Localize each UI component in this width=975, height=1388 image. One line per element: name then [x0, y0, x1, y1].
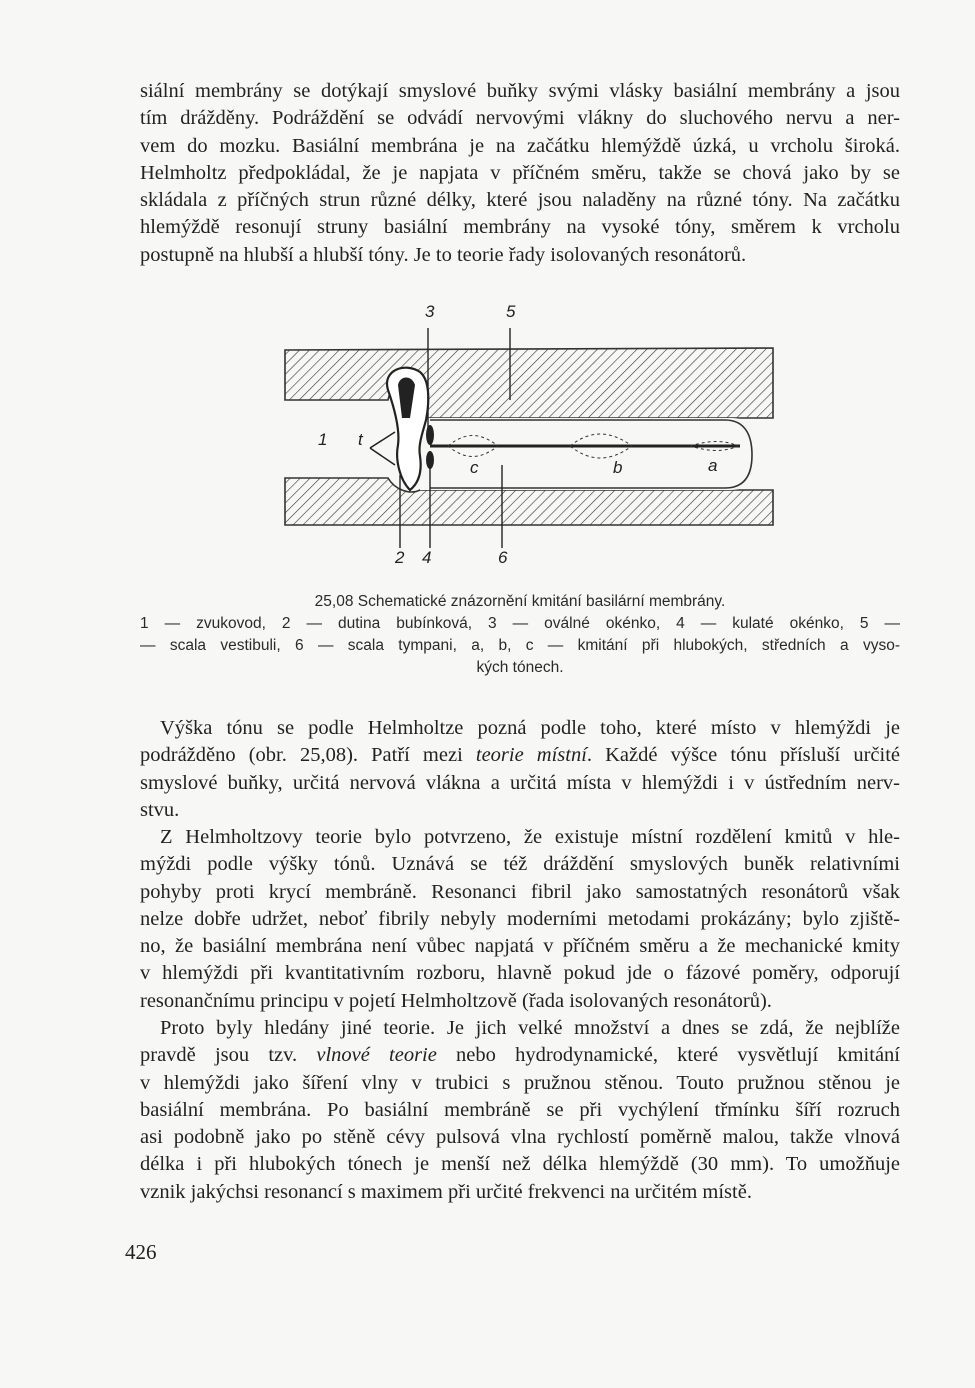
label-6: 6	[498, 548, 508, 567]
text-line: pravdě jsou tzv. vlnové teorie nebo hydrodynamické, které vysvětlují kmitání	[140, 1044, 900, 1067]
text-line: v hlemýždi jako šíření vlny v trubici s pružnou stěnou. Touto pružnou stěnou je	[140, 1071, 900, 1094]
top-paragraph	[140, 78, 900, 269]
text-line: resonančnímu principu v pojetí Helmholtzově (řada isolovaných resonátorů).	[140, 989, 772, 1012]
text-line: nelze dobře udržet, neboť fibrily nebyly moderními metodami prokázány; bylo zjiště-	[140, 907, 900, 930]
caption-line: — scala vestibuli, 6 — scala tympani, a, b, c — kmitání při hlubokých, středních a vyso-	[140, 637, 900, 654]
text-line: hlemýždě resonují struny basiální membrány na vysoké tóny, směrem k vrcholu	[140, 216, 900, 239]
caption-title: 25,08 Schematické znázornění kmitání basilární membrány.	[314, 593, 726, 610]
text-line: Helmholtz předpokládal, že je napjata v příčném směru, takže se chová jako by se	[140, 161, 900, 184]
text-line: vznik jakýchsi resonancí s maximem při určité frekvenci na určitém místě.	[140, 1180, 752, 1203]
figure-caption	[140, 591, 900, 679]
paragraph-3	[140, 824, 900, 1015]
label-c: c	[470, 458, 479, 477]
tympanic-line	[370, 448, 395, 465]
label-4: 4	[422, 548, 432, 567]
text-line: podrážděno (obr. 25,08). Patří mezi teorie místní. Každé výšce tónu přísluší určité	[140, 744, 900, 767]
text-line: no, že basiální membrána není vůbec napjatá v příčném směru a že mechanické kmity	[140, 935, 900, 958]
text-line: postupně na hlubší a hlubší tóny. Je to teorie řady isolovaných resonátorů.	[140, 243, 747, 266]
label-b: b	[613, 458, 623, 477]
text-line: v hlemýždi při kvantitativním rozboru, hlavně pokud jde o fázové poměry, odporují	[140, 962, 900, 985]
label-5: 5	[506, 302, 516, 321]
cochlea-diagram-svg	[270, 300, 775, 580]
caption-line: kých tónech.	[476, 659, 564, 676]
text-line: stvu.	[140, 798, 180, 821]
text-line: délka i při hlubokých tónech je menší než délka hlemýždě (30 mm). To umožňuje	[140, 1153, 900, 1176]
text-line: mýždi podle výšky tónů. Uznává se též dráždění smyslových buněk relativními	[140, 853, 900, 876]
paragraph-4	[140, 1015, 900, 1206]
text-line: siální membrány se dotýkají smyslové buňky svými vlásky basiální membrány a jsou	[140, 80, 900, 102]
text-line: tím drážděny. Podráždění se odvádí nervovými vlákny do sluchového nervu a ner-	[140, 107, 900, 130]
label-3: 3	[425, 302, 435, 321]
caption-line: 1 — zvukovod, 2 — dutina bubínková, 3 — oválné okénko, 4 — kulaté okénko, 5 —	[140, 615, 900, 632]
emphasis: teorie místní	[475, 744, 587, 767]
cochlear-duct	[420, 418, 755, 490]
text-line: basiální membrána. Po basiální membráně se při vychýlení třmínku šíří rozruch	[140, 1098, 900, 1121]
upper-bone	[285, 348, 773, 418]
text-line: smyslové buňky, určitá nervová vlákna a určitá místa v hlemýždi i v ústředním nerv-	[140, 771, 900, 794]
text-line: skládala z příčných strun různé délky, které jsou naladěny na různé tóny. Na začátku	[140, 189, 900, 212]
label-a: a	[708, 456, 718, 475]
page-number: 426	[125, 1240, 157, 1264]
text-line: vem do mozku. Basiální membrána je na začátku hlemýždě úzká, u vrcholu široká.	[140, 134, 900, 157]
oval-window	[426, 425, 434, 445]
text-line: Výška tónu se podle Helmholtze pozná podle toho, které místo v hlemýždi je	[160, 717, 900, 739]
text-line: Z Helmholtzovy teorie bylo potvrzeno, že existuje místní rozdělení kmitů v hle-	[160, 826, 900, 848]
text-line: pohyby proti krycí membráně. Resonanci fibril jako samostatných resonátorů však	[140, 880, 900, 903]
tympanic-line	[370, 432, 395, 448]
label-t: t	[358, 430, 363, 449]
text-line: Proto byly hledány jiné teorie. Je jich velké množství a dnes se zdá, že nejblíže	[160, 1017, 900, 1039]
label-2: 2	[395, 548, 405, 567]
paragraph-2	[140, 715, 900, 824]
text-line: asi podobně jako po stěně cévy pulsová vlna rychlostí poměrně malou, takže vlnová	[140, 1126, 900, 1149]
label-1: 1	[318, 430, 328, 449]
cochlea-diagram	[270, 300, 775, 580]
emphasis: vlnové teorie	[316, 1044, 437, 1067]
